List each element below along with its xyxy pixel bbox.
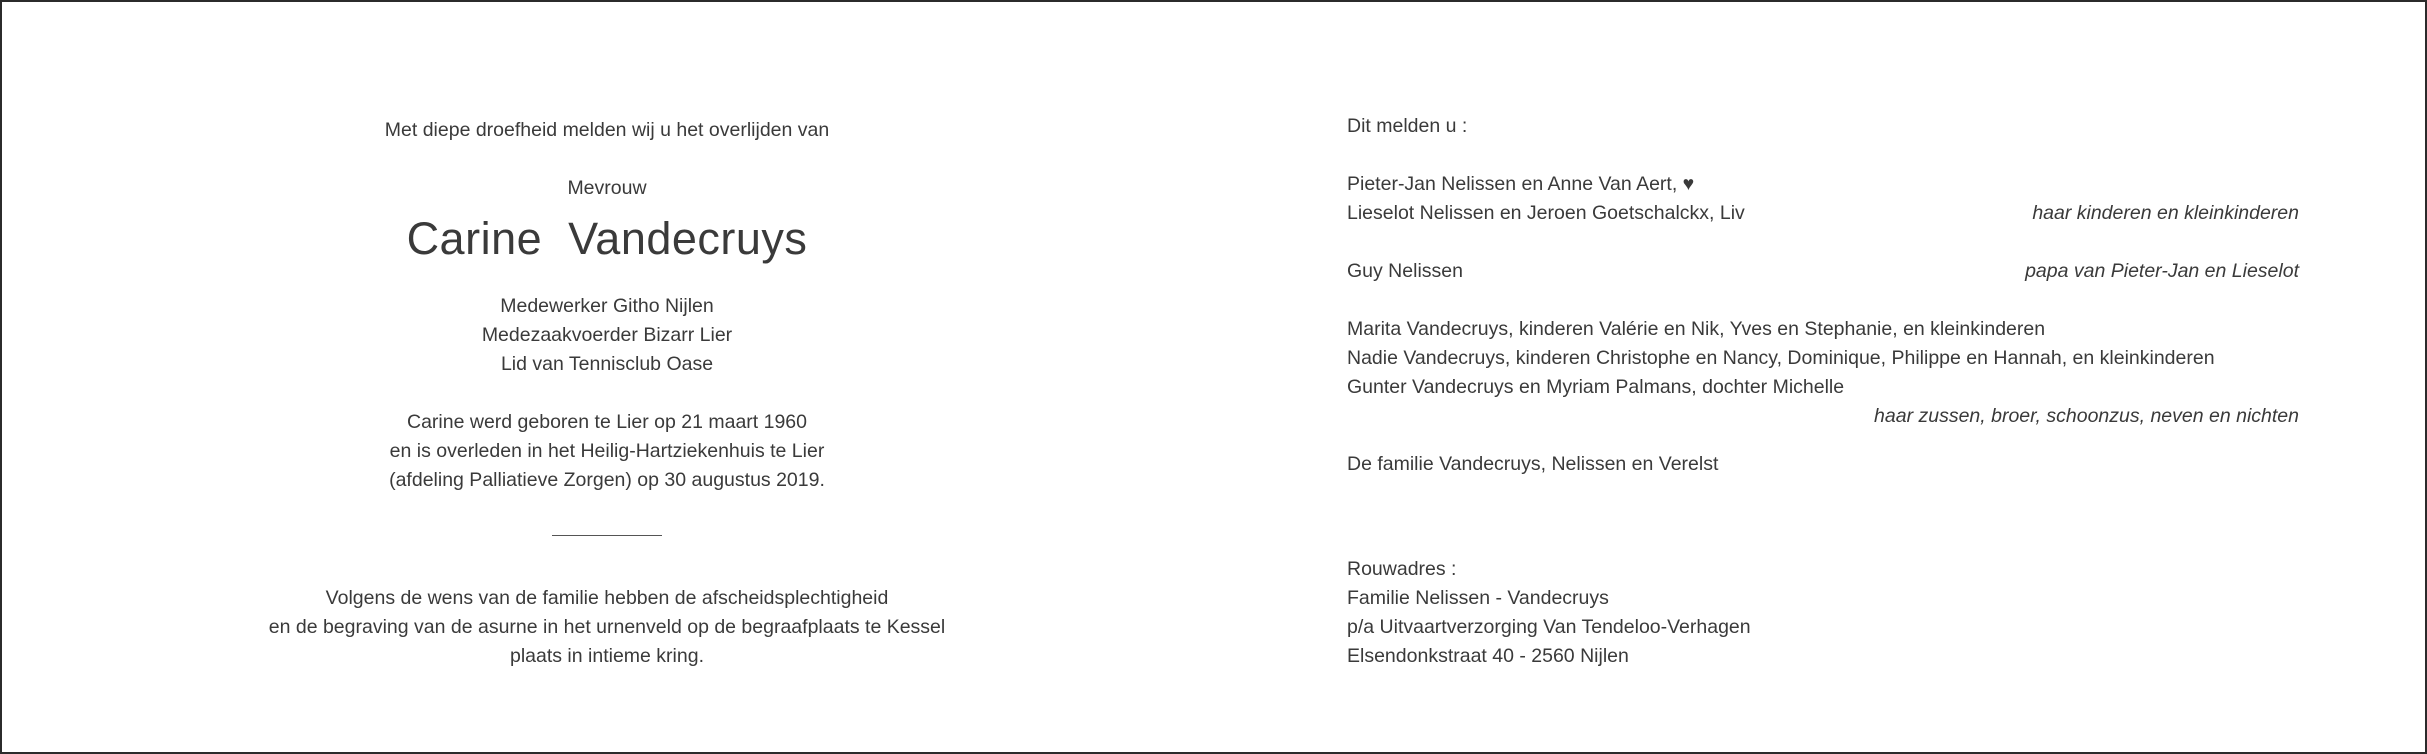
siblings-relation-line — [1347, 402, 2299, 431]
deceased-name: Carine Vandecruys — [406, 213, 808, 264]
children-relation: haar kinderen en kleinkinderen — [2032, 202, 2299, 224]
birth-death-block — [182, 408, 1032, 495]
sibling-line: Marita Vandecruys, kinderen Valérie en Nik, Yves en Stephanie, en kleinkinderen — [1347, 318, 2046, 340]
birth-line: (afdeling Palliatieve Zorgen) op 30 augustus 2019. — [389, 469, 825, 491]
title-text: Mevrouw — [567, 177, 647, 199]
siblings-relation: haar zussen, broer, schoonzus, neven en nichten — [1874, 405, 2299, 427]
divider-line — [552, 535, 662, 536]
family-column — [1347, 112, 2299, 671]
guy-name: Guy Nelissen — [1347, 260, 1463, 282]
children-name: Lieselot Nelissen en Jeroen Goetschalckx, Liv — [1347, 202, 1745, 224]
sibling-line: Gunter Vandecruys en Myriam Palmans, dochter Michelle — [1347, 376, 1845, 398]
birth-line: Carine werd geboren te Lier op 21 maart 1960 — [407, 411, 807, 433]
wishes-block — [182, 584, 1032, 671]
address-line: p/a Uitvaartverzorging Van Tendeloo-Verhagen — [1347, 616, 1751, 638]
intro-text: Met diepe droefheid melden wij u het overlijden van — [384, 119, 830, 141]
children-name: Pieter-Jan Nelissen en Anne Van Aert, ♥ — [1347, 173, 1695, 195]
wishes-line: Volgens de wens van de familie hebben de afscheidsplechtigheid — [325, 587, 889, 609]
address-line: Familie Nelissen - Vandecruys — [1347, 587, 1609, 609]
guy-line — [1347, 257, 2299, 286]
role-line: Lid van Tennisclub Oase — [500, 353, 714, 375]
role-line: Medewerker Githo Nijlen — [500, 295, 714, 317]
sibling-line: Nadie Vandecruys, kinderen Christophe en Nancy, Dominique, Philippe en Hannah, en kleinkinderen — [1347, 347, 2215, 369]
children-line — [1347, 170, 2299, 199]
address-heading: Rouwadres : — [1347, 558, 1457, 580]
wishes-line: en de begraving van de asurne in het urnenveld op de begraafplaats te Kessel — [268, 616, 946, 638]
heading-text: Dit melden u : — [1347, 115, 1468, 137]
wishes-line: plaats in intieme kring. — [509, 645, 704, 667]
guy-relation: papa van Pieter-Jan en Lieselot — [2025, 260, 2299, 282]
address-line: Elsendonkstraat 40 - 2560 Nijlen — [1347, 645, 1629, 667]
birth-line: en is overleden in het Heilig-Hartziekenhuis te Lier — [389, 440, 825, 462]
children-line — [1347, 199, 2299, 228]
family-line: De familie Vandecruys, Nelissen en Verelst — [1347, 453, 1719, 475]
role-line: Medezaakvoerder Bizarr Lier — [481, 324, 733, 346]
announcement-column — [182, 112, 1032, 671]
roles-block — [182, 292, 1032, 379]
